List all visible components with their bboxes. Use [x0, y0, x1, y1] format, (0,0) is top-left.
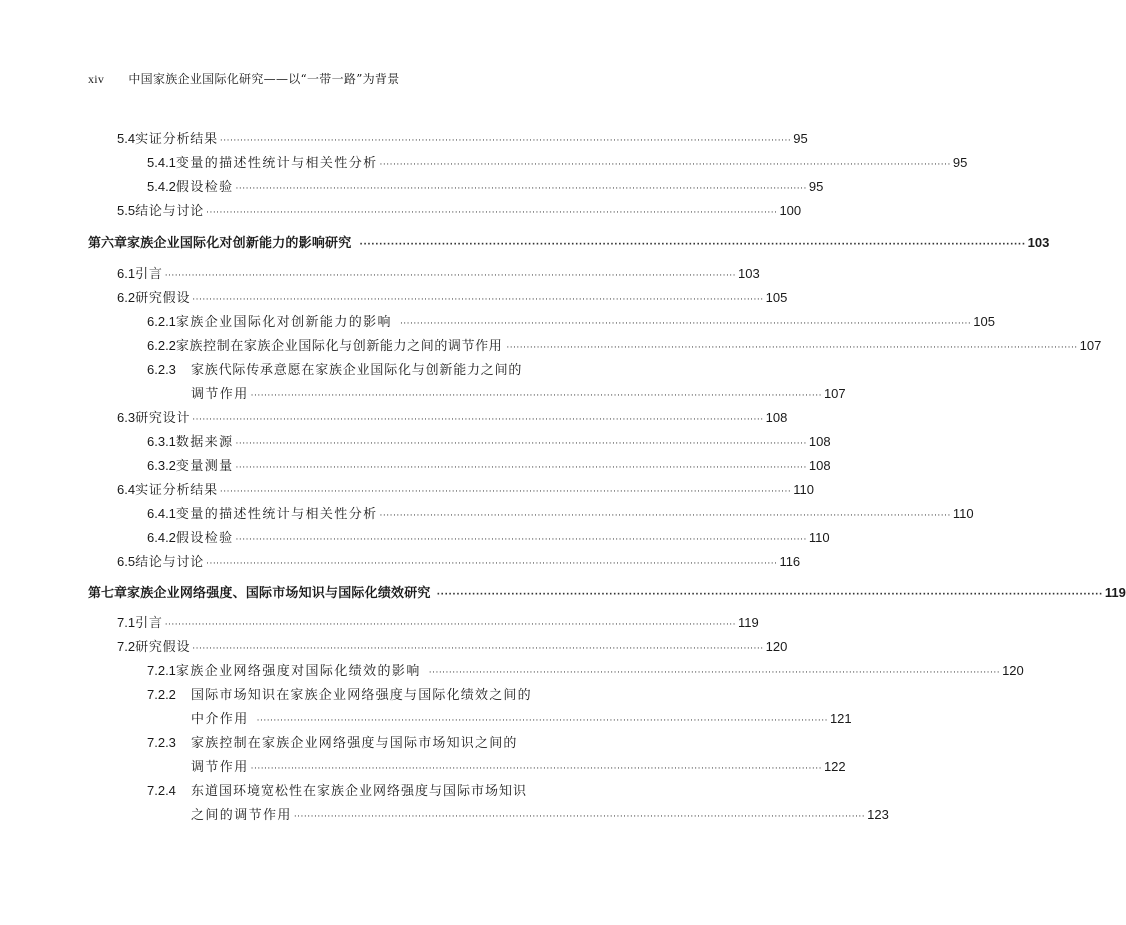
toc-entry-title: 研究假设	[135, 291, 191, 306]
toc-leader-dots	[359, 240, 1025, 250]
toc-entry-title: 家族代际传承意愿在家族企业国际化与创新能力之间的	[191, 363, 523, 378]
header-book-title: 中国家族企业国际化研究——以“一带一路”为背景	[128, 72, 400, 86]
toc-entry-title: 东道国环境宽松性在家族企业网络强度与国际市场知识	[191, 784, 528, 799]
toc-entry-page: 108	[765, 410, 788, 425]
toc-entry-page: 105	[973, 314, 995, 329]
toc-entry[interactable]	[147, 431, 831, 453]
toc-entry-title: 引言	[135, 267, 163, 282]
toc-entry-title-cont: 调节作用	[191, 387, 249, 402]
toc-entry-title: 家族企业国际化对创新能力的影响	[175, 315, 392, 330]
toc-entry[interactable]	[147, 359, 576, 381]
toc-entry-number: 6.5	[117, 554, 136, 569]
toc-entry-number: 5.5	[117, 203, 136, 218]
toc-leader-dots	[192, 415, 763, 425]
toc-entry-number: 7.2.4	[147, 783, 176, 798]
toc-entry-title: 研究假设	[135, 640, 191, 655]
toc-entry-number: 6.1	[117, 266, 136, 281]
toc-leader-dots	[206, 208, 777, 218]
toc-leader-dots	[506, 343, 1077, 353]
toc-entry[interactable]	[147, 335, 1102, 357]
toc-chapter-title: 家族企业网络强度、国际市场知识与国际化绩效研究	[127, 586, 431, 601]
toc-entry-title-cont: 之间的调节作用	[191, 808, 292, 823]
toc-entry-title: 实证分析结果	[135, 132, 218, 147]
toc-leader-dots	[236, 463, 807, 473]
toc-entry-title-cont: 中介作用	[191, 712, 249, 727]
toc-entry-number: 5.4	[117, 131, 136, 146]
toc-entry[interactable]	[117, 612, 759, 634]
toc-entry-page: 108	[808, 458, 831, 473]
toc-entry-number: 6.2.1	[147, 314, 176, 329]
toc-leader-dots	[165, 271, 736, 281]
toc-entry-title-cont: 调节作用	[191, 760, 249, 775]
toc-entry-number: 7.1	[117, 615, 136, 630]
toc-entry-title: 结论与讨论	[135, 204, 205, 219]
toc-entry-number: 7.2	[117, 639, 136, 654]
toc-entry[interactable]	[147, 684, 576, 706]
toc-entry-title: 结论与讨论	[135, 555, 205, 570]
toc-entry-title: 假设检验	[175, 531, 234, 546]
toc-entry-page: 95	[952, 155, 968, 170]
toc-entry[interactable]	[117, 636, 788, 658]
toc-entry-page: 122	[823, 759, 846, 774]
toc-entry-number: 6.2	[117, 290, 136, 305]
toc-entry-page: 95	[808, 179, 824, 194]
toc-entry[interactable]	[147, 660, 1024, 682]
toc-entry-number: 6.4.2	[147, 530, 176, 545]
header-page-number: xiv	[88, 72, 105, 86]
toc-entry-title: 实证分析结果	[135, 483, 218, 498]
toc-entry-number: 7.2.3	[147, 735, 176, 750]
toc-entry-number: 6.3	[117, 410, 136, 425]
toc-chapter-number: 第七章	[88, 586, 128, 601]
toc-leader-dots	[236, 184, 807, 194]
toc-entry-number: 6.4	[117, 482, 136, 497]
toc-leader-dots	[192, 295, 763, 305]
toc-entry-page: 107	[823, 386, 846, 401]
toc-entry[interactable]	[147, 152, 968, 174]
toc-leader-dots	[165, 620, 736, 630]
toc-leader-dots	[429, 668, 1000, 678]
toc-entry[interactable]	[117, 287, 788, 309]
toc-entry-continuation[interactable]	[191, 804, 889, 826]
toc-entry-title: 家族企业网络强度对国际化绩效的影响	[175, 664, 421, 679]
toc-leader-dots	[236, 439, 807, 449]
toc-entry-page: 107	[1079, 338, 1102, 353]
toc-entry-number: 6.4.1	[147, 506, 176, 521]
toc-entry-page: 108	[808, 434, 831, 449]
toc-leader-dots	[257, 716, 828, 726]
toc-leader-dots	[380, 160, 951, 170]
toc-entry-continuation[interactable]	[191, 756, 846, 778]
toc-entry-page: 119	[738, 615, 759, 630]
toc-entry-page: 100	[779, 203, 802, 218]
toc-chapter[interactable]	[88, 232, 1050, 254]
toc-entry-title: 国际市场知识在家族企业网络强度与国际化绩效之间的	[191, 688, 532, 703]
toc-entry-page: 110	[793, 482, 814, 497]
toc-leader-dots	[251, 391, 822, 401]
toc-entry-number: 7.2.2	[147, 687, 176, 702]
toc-chapter[interactable]	[88, 582, 1126, 604]
toc-entry-number: 5.4.2	[147, 179, 176, 194]
toc-chapter-title: 家族企业国际化对创新能力的影响研究	[127, 236, 352, 251]
toc-entry-title: 家族控制在家族企业国际化与创新能力之间的调节作用	[175, 339, 503, 354]
toc-entry-number: 6.3.2	[147, 458, 176, 473]
toc-entry-number: 6.2.3	[147, 362, 176, 377]
toc-entry[interactable]	[147, 780, 576, 802]
toc-entry-title: 变量测量	[175, 459, 234, 474]
toc-entry-title: 数据来源	[175, 435, 234, 450]
toc-leader-dots	[206, 559, 777, 569]
toc-entry-page: 110	[808, 530, 830, 545]
toc-entry-continuation[interactable]	[191, 383, 846, 405]
toc-leader-dots	[220, 487, 791, 497]
toc-entry-page: 120	[765, 639, 788, 654]
toc-leader-dots	[380, 511, 951, 521]
toc-leader-dots	[192, 644, 763, 654]
toc-entry-title: 家族控制在家族企业网络强度与国际市场知识之间的	[191, 736, 518, 751]
toc-entry-page: 95	[793, 131, 808, 146]
toc-entry[interactable]	[117, 128, 808, 150]
toc-entry-title: 研究设计	[135, 411, 191, 426]
toc-entry-page: 123	[867, 807, 889, 822]
toc-entry-page: 120	[1002, 663, 1024, 678]
toc-entry[interactable]	[147, 176, 824, 198]
toc-entry-page: 116	[779, 554, 801, 569]
toc-leader-dots	[437, 590, 1103, 600]
toc-entry[interactable]	[117, 263, 760, 285]
toc-entry[interactable]	[117, 551, 801, 573]
toc-entry[interactable]	[117, 200, 802, 222]
toc-entry-title: 引言	[135, 616, 163, 631]
toc-entry[interactable]	[147, 527, 830, 549]
toc-entry[interactable]	[117, 479, 814, 501]
toc-entry-number: 5.4.1	[147, 155, 176, 170]
toc-leader-dots	[294, 812, 865, 822]
toc-entry-page: 103	[738, 266, 760, 281]
toc-entry[interactable]	[147, 311, 995, 333]
toc-leader-dots	[251, 764, 822, 774]
toc-leader-dots	[236, 535, 807, 545]
toc-entry[interactable]	[147, 455, 831, 477]
toc-entry-title: 假设检验	[175, 180, 234, 195]
toc-entry-page: 105	[765, 290, 788, 305]
toc-entry-title: 变量的描述性统计与相关性分析	[175, 156, 378, 171]
toc-leader-dots	[400, 319, 971, 329]
toc-entry-page: 110	[952, 506, 974, 521]
toc-entry-number: 6.3.1	[147, 434, 176, 449]
toc-entry[interactable]	[117, 407, 788, 429]
toc-chapter-page: 119	[1104, 585, 1126, 600]
toc-entry-title: 变量的描述性统计与相关性分析	[175, 507, 378, 522]
toc-entry-number: 7.2.1	[147, 663, 176, 678]
toc-entry-number: 6.2.2	[147, 338, 176, 353]
toc-entry-page: 121	[829, 711, 852, 726]
toc-entry-continuation[interactable]	[191, 708, 852, 730]
toc-chapter-page: 103	[1027, 235, 1050, 250]
toc-chapter-number: 第六章	[88, 236, 128, 251]
toc-entry[interactable]	[147, 503, 974, 525]
toc-entry[interactable]	[147, 732, 576, 754]
toc-leader-dots	[220, 136, 791, 146]
